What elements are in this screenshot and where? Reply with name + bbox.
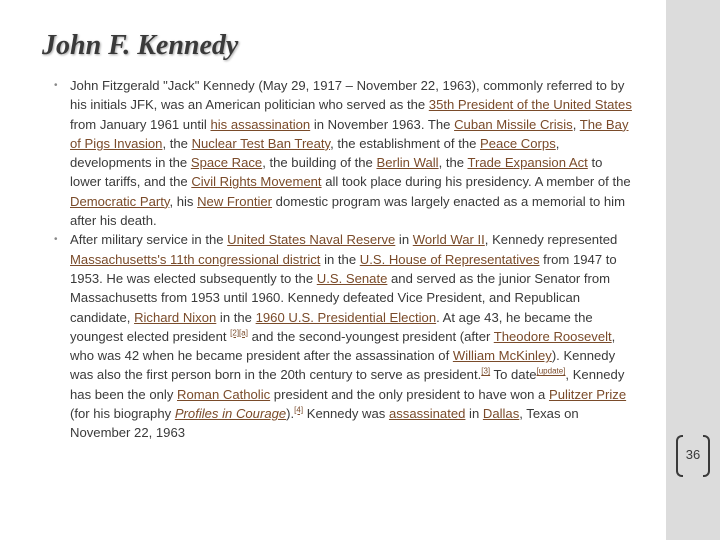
link-peace-corps[interactable]: Peace Corps <box>480 135 556 151</box>
right-brace-decoration <box>703 435 710 477</box>
text-run: . At age 43, he became the youngest elected president <box>70 309 593 344</box>
link-roman-catholic[interactable]: Roman Catholic <box>177 386 271 402</box>
text-run: Kennedy was <box>303 406 389 422</box>
bullet-paragraph-2 <box>54 230 632 442</box>
text-run: and the second-youngest president (after <box>247 328 494 344</box>
citation-link[interactable]: [4] <box>294 405 304 415</box>
link-space-race[interactable]: Space Race <box>190 155 263 171</box>
text-run: John Fitzgerald "Jack" Kennedy (May 29, 1917 – November 22, 1963), commonly referred to by his initials JFK, was an American politician who served as the <box>70 78 625 113</box>
link-richard-nixon[interactable]: Richard Nixon <box>134 309 217 325</box>
text-run: , who was 42 when he became president after the assassination of <box>70 328 616 364</box>
link-profiles-in-courage[interactable]: Profiles in Courage <box>174 406 287 422</box>
text-run: from January 1961 until <box>70 116 211 132</box>
link-1960-election[interactable]: 1960 U.S. Presidential Election <box>255 309 437 325</box>
text-run: , the establishment of the <box>330 135 481 151</box>
text-run: , <box>572 116 580 132</box>
text-run: in <box>465 406 483 422</box>
slide-content <box>54 76 632 443</box>
text-run: to lower tariffs, and the <box>70 155 603 190</box>
link-us-senate[interactable]: U.S. Senate <box>316 270 388 286</box>
link-trade-expansion-act[interactable]: Trade Expansion Act <box>467 155 588 171</box>
text-run: (for his biography <box>70 406 175 422</box>
link-democratic-party[interactable]: Democratic Party <box>70 193 170 209</box>
link-nuclear-test-ban-treaty[interactable]: Nuclear Test Ban Treaty <box>191 135 331 151</box>
text-run: in November 1963. The <box>310 116 455 132</box>
text-run: , the building of the <box>262 155 377 171</box>
link-congressional-district[interactable]: Massachusetts's 11th congressional district <box>70 251 321 267</box>
slide-number-text: 36 <box>685 447 701 462</box>
link-35th-president[interactable]: 35th President of the United States <box>428 97 632 113</box>
link-world-war-ii[interactable]: World War II <box>412 232 485 248</box>
link-theodore-roosevelt[interactable]: Theodore Roosevelt <box>493 328 612 344</box>
bullet-marker: • <box>54 234 58 246</box>
text-run: ). Kennedy was also the first person born in the 20th century to serve as president. <box>70 348 616 383</box>
text-run: To date <box>490 367 537 383</box>
link-berlin-wall[interactable]: Berlin Wall <box>376 155 439 171</box>
bullet-marker: • <box>54 80 58 91</box>
text-run: in the <box>320 251 360 267</box>
text-run: and served as the junior Senator from Massachusetts from 1953 until 1960. Kennedy defeated Vice President, and Republican candidate, <box>70 270 611 325</box>
citation-link[interactable]: [2][a] <box>230 328 248 338</box>
text-run: , his <box>169 193 198 209</box>
link-assassinated[interactable]: assassinated <box>388 406 466 422</box>
text-run: After military service in the <box>70 232 228 248</box>
text-run: , Kennedy represented <box>484 232 618 248</box>
link-civil-rights-movement[interactable]: Civil Rights Movement <box>191 174 322 190</box>
slide-title: John F. Kennedy <box>42 30 239 61</box>
text-run: , the <box>438 155 468 171</box>
text-run: , the <box>162 135 192 151</box>
text-run: all took place during his presidency. A member of the <box>321 174 631 190</box>
link-pulitzer-prize[interactable]: Pulitzer Prize <box>548 386 627 402</box>
text-run: ). <box>286 406 295 422</box>
text-run: president and the only president to have won a <box>270 386 549 402</box>
text-run: in <box>395 232 413 248</box>
text-run: , developments in the <box>70 135 560 171</box>
link-new-frontier[interactable]: New Frontier <box>197 193 273 209</box>
slide-number <box>676 435 710 475</box>
link-william-mckinley[interactable]: William McKinley <box>452 348 552 364</box>
link-his-assassination[interactable]: his assassination <box>210 116 311 132</box>
link-bay-of-pigs[interactable]: The Bay of Pigs Invasion <box>70 116 629 151</box>
citation-link[interactable]: [3] <box>481 367 491 377</box>
text-run: domestic program was largely enacted as a memorial to him after his death. <box>70 193 625 229</box>
text-run: in the <box>216 309 256 325</box>
text-run: from 1947 to 1953. He was elected subsequently to the <box>70 251 617 286</box>
update-link[interactable]: [update] <box>536 367 566 377</box>
link-naval-reserve[interactable]: United States Naval Reserve <box>227 232 396 248</box>
link-dallas[interactable]: Dallas <box>482 406 520 422</box>
text-run: , Kennedy has been the only <box>70 367 625 402</box>
bullet-paragraph-1 <box>54 76 632 230</box>
text-run: , Texas on November 22, 1963 <box>70 406 579 441</box>
link-cuban-missile-crisis[interactable]: Cuban Missile Crisis <box>454 116 573 132</box>
link-house-of-representatives[interactable]: U.S. House of Representatives <box>359 251 540 267</box>
